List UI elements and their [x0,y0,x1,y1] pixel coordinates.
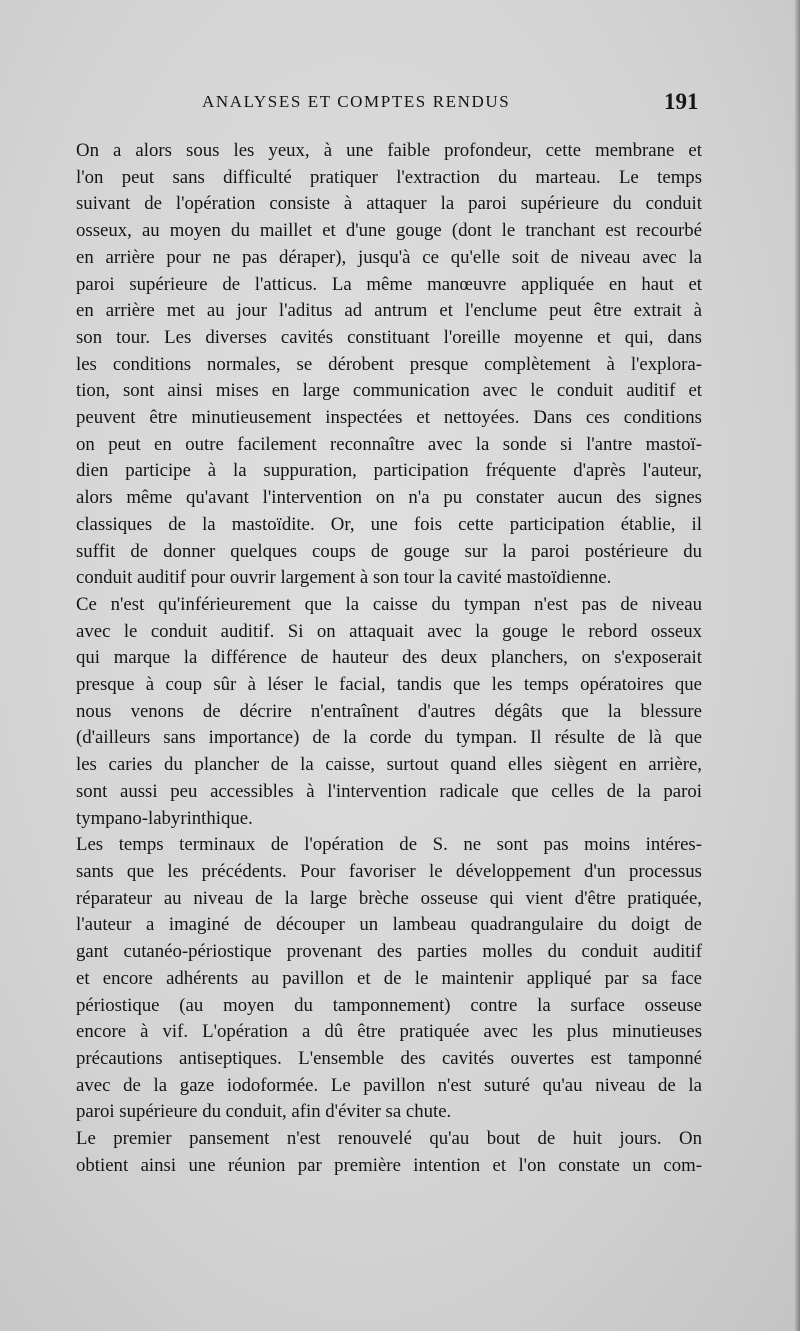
paragraph [58,1126,702,1179]
text-line: et encore adhérents au pavillon et de le maintenir appliqué par sa face [76,967,702,989]
text-line: Ce n'est qu'inférieurement que la caisse du tympan n'est pas de niveau [76,593,702,615]
text-line: Les temps terminaux de l'opération de S. ne sont pas moins intéres- [76,834,702,856]
text-line: en arrière met au jour l'aditus ad antrum et l'enclume peut être extrait à [76,300,702,322]
text-line: paroi supérieure de l'atticus. La même manœuvre appliquée en haut et [76,273,702,295]
text-line: encore à vif. L'opération a dû être pratiquée avec les plus minutieuses [76,1021,702,1043]
text-line: les conditions normales, se dérobent presque complètement à l'explora- [76,353,702,375]
text-line: alors même qu'avant l'intervention on n'a pu constater aucun des signes [76,487,702,509]
text-line: on peut en outre facilement reconnaître avec la sonde si l'antre mastoï- [76,433,702,455]
text-line: qui marque la différence de hauteur des deux planchers, on s'exposerait [76,647,702,669]
text-line: tympano-labyrinthique. [76,807,253,829]
paragraph [58,592,702,832]
text-line: périostique (au moyen du tamponnement) contre la surface osseuse [76,994,702,1016]
text-line: (d'ailleurs sans importance) de la corde du tympan. Il résulte de là que [76,727,702,749]
text-line: avec le conduit auditif. Si on attaquait avec la gouge le rebord osseux [76,620,702,642]
text-line: Le premier pansement n'est renouvelé qu'au bout de huit jours. On [76,1128,702,1150]
text-line: obtient ainsi une réunion par première intention et l'on constate un com- [76,1154,702,1176]
text-line: osseux, au moyen du maillet et d'une gouge (dont le tranchant est recourbé [76,220,702,242]
text-line: paroi supérieure du conduit, afin d'éviter sa chute. [76,1101,452,1123]
text-line: sants que les précédents. Pour favoriser le développement d'un processus [76,860,702,882]
text-line: suivant de l'opération consiste à attaquer la paroi supérieure du conduit [76,193,702,215]
text-line: suffit de donner quelques coups de gouge sur la paroi postérieure du [76,540,702,562]
paragraph [58,832,702,1126]
text-line: son tour. Les diverses cavités constituant l'oreille moyenne et qui, dans [76,326,702,348]
text-line: conduit auditif pour ouvrir largement à son tour la cavité mastoïdienne. [76,567,612,589]
text-line: précautions antiseptiques. L'ensemble des cavités ouvertes est tamponné [76,1047,702,1069]
text-line: nous venons de décrire n'entraînent d'autres dégâts que la blessure [76,700,702,722]
page-number: 191 [664,89,699,114]
text-line: presque à coup sûr à léser le facial, tandis que les temps opératoires que [76,674,702,696]
body-text [58,138,702,1179]
text-line: classiques de la mastoïdite. Or, une fois cette participation établie, il [76,513,702,535]
text-line: en arrière pour ne pas déraper), jusqu'à ce qu'elle soit de niveau avec la [76,246,702,268]
text-line: les caries du plancher de la caisse, surtout quand elles siègent en arrière, [76,754,702,776]
text-line: peuvent être minutieusement inspectées et nettoyées. Dans ces conditions [76,407,702,429]
text-line: dien participe à la suppuration, participation fréquente d'après l'auteur, [76,460,702,482]
running-head: ANALYSES ET COMPTES RENDUS [202,92,511,111]
page-header [0,89,800,122]
text-line: réparateur au niveau de la large brèche osseuse qui vient d'être pratiquée, [76,887,702,909]
text-line: tion, sont ainsi mises en large communication avec le conduit auditif et [76,380,702,402]
text-line: gant cutanéo-périostique provenant des parties molles du conduit auditif [76,941,702,963]
text-line: l'on peut sans difficulté pratiquer l'extraction du marteau. Le temps [76,166,702,188]
text-line: sont aussi peu accessibles à l'intervention radicale que celles de la paroi [76,780,702,802]
text-line: On a alors sous les yeux, à une faible profondeur, cette membrane et [76,140,702,161]
text-line: avec de la gaze iodoformée. Le pavillon n'est suturé qu'au niveau de la [76,1074,702,1096]
text-line: l'auteur a imaginé de découper un lambeau quadrangulaire du doigt de [76,914,702,936]
paragraph [58,138,702,592]
